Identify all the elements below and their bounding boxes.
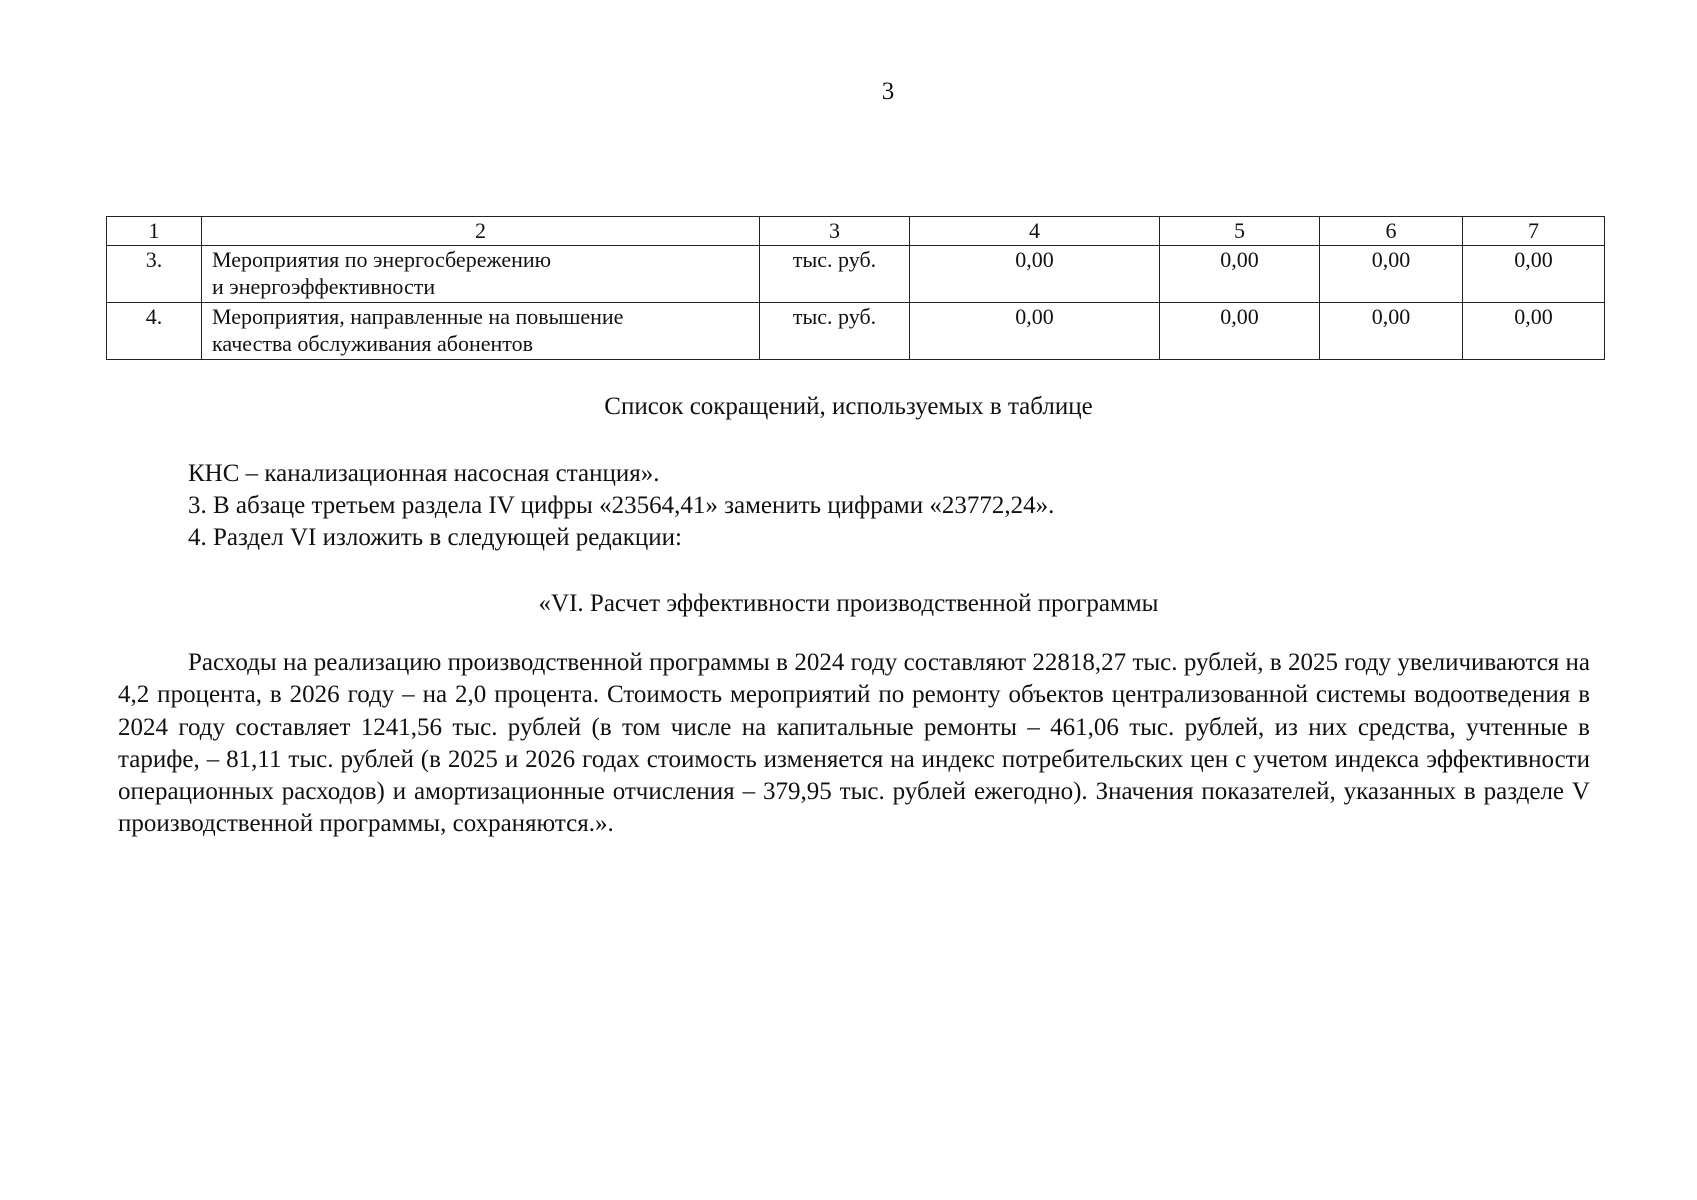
header-col-1: 1	[107, 217, 202, 246]
table-row	[107, 246, 1605, 303]
row-unit: тыс. руб.	[760, 303, 910, 360]
row-number: 3.	[107, 246, 202, 303]
body-paragraph-text: Расходы на реализацию производственной программы в 2024 году составляют 22818,27 тыс. рублей, в 2025 году увеличиваются на 4,2 процента, в 2026 году – на 2,0 процента. Стоимость мероприятий по ремонту объектов централизованной системы водоотведения в 2024 году составляет 1241,56 тыс. рублей (в том числе на капитальные ремонты – 461,06 тыс. рублей, из них средства, учтенные в тарифе, – 81,11 тыс. рублей (в 2025 и 2026 годах стоимость изменяется на индекс потребительских цен с учетом индекса эффективности операционных расходов) и амортизационные отчисления – 379,95 тыс. рублей ежегодно). Значения показателей, указанных в разделе V производственной программы, сохраняются.».	[118, 649, 1590, 838]
header-col-5: 5	[1160, 217, 1320, 246]
row-name-line: Мероприятия, направленные на повышение	[212, 304, 624, 329]
row-name-line: Мероприятия по энергосбережению	[212, 247, 552, 272]
row-name-line: и энергоэффективности	[212, 274, 436, 299]
row-value-col6: 0,00	[1320, 303, 1463, 360]
row-value-col6: 0,00	[1320, 246, 1463, 303]
row-name	[202, 303, 760, 360]
row-name-line: качества обслуживания абонентов	[212, 331, 533, 356]
row-value-col7: 0,00	[1463, 303, 1605, 360]
amendment-item-4: 4. Раздел VI изложить в следующей редакции:	[188, 524, 683, 551]
header-col-6: 6	[1320, 217, 1463, 246]
table-header-row	[107, 217, 1605, 246]
row-value-col4: 0,00	[910, 303, 1160, 360]
header-col-2: 2	[202, 217, 760, 246]
table-row	[107, 303, 1605, 360]
header-col-3: 3	[760, 217, 910, 246]
section-heading: «VI. Расчет эффективности производственной программы	[538, 590, 1159, 617]
abbreviations-title: Список сокращений, используемых в таблице	[604, 393, 1093, 420]
row-value-col5: 0,00	[1160, 303, 1320, 360]
page-number: 3	[881, 78, 895, 105]
abbreviation-kns: КНС – канализационная насосная станция».	[188, 460, 660, 487]
row-name	[202, 246, 760, 303]
measures-table	[106, 216, 1605, 360]
row-value-col7: 0,00	[1463, 246, 1605, 303]
header-col-7: 7	[1463, 217, 1605, 246]
row-unit: тыс. руб.	[760, 246, 910, 303]
body-paragraph	[118, 647, 1590, 841]
header-col-4: 4	[910, 217, 1160, 246]
row-value-col4: 0,00	[910, 246, 1160, 303]
row-number: 4.	[107, 303, 202, 360]
row-value-col5: 0,00	[1160, 246, 1320, 303]
amendment-item-3: 3. В абзаце третьем раздела IV цифры «23564,41» заменить цифрами «23772,24».	[188, 492, 1055, 519]
